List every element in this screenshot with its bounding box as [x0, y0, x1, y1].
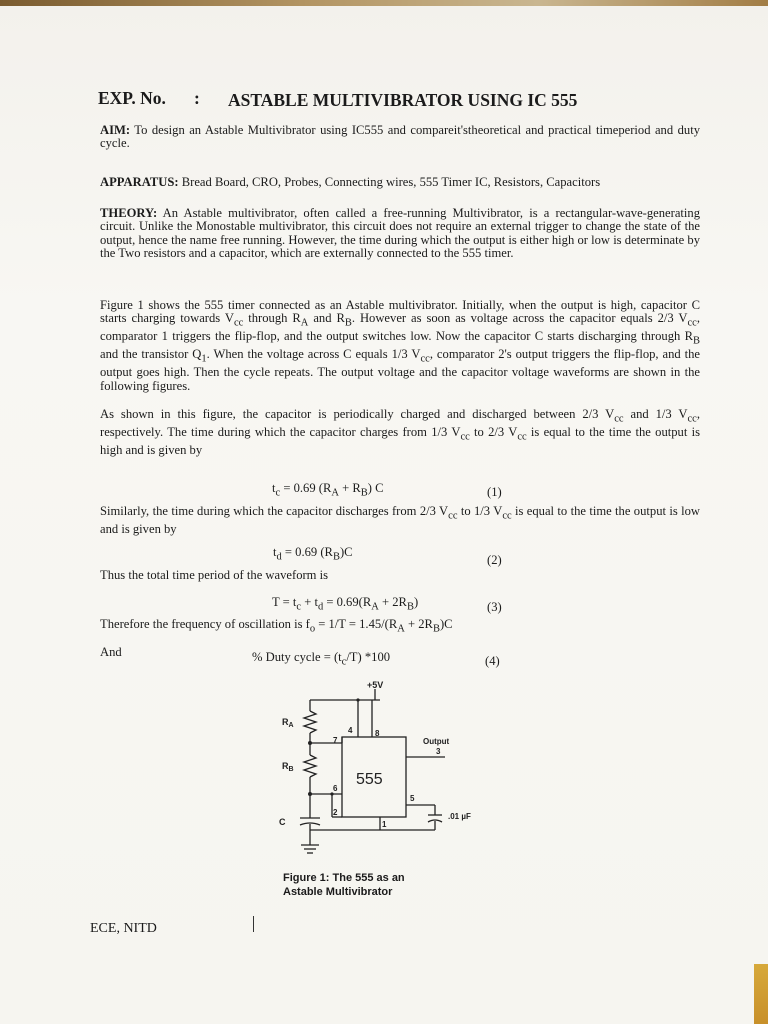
equation-1-number: (1) [487, 485, 502, 499]
circuit-diagram [270, 675, 500, 870]
pin2-number: 2 [333, 808, 338, 817]
rb-label: $R_B$ [282, 761, 294, 773]
junction-pin4 [356, 698, 359, 701]
para3-text-2: to 1/3 V [457, 504, 503, 518]
and-label: And [100, 645, 122, 659]
sub-1: 1 [201, 353, 207, 365]
paragraph-charging [100, 408, 700, 457]
apparatus-section [100, 176, 700, 189]
pen-mark [253, 916, 254, 932]
sub-cc: cc [687, 413, 697, 425]
sub-cc: cc [517, 431, 527, 443]
pin4-number: 4 [348, 726, 353, 735]
sub-cc: cc [502, 510, 512, 522]
sub-a: A [371, 601, 379, 613]
output-label: Output [423, 737, 450, 746]
eq2-lhs: t [273, 545, 277, 559]
paper-corner [754, 964, 768, 1024]
paragraph-figure-description [100, 299, 700, 393]
aim-label: AIM: [100, 123, 131, 137]
theory-label: THEORY: [100, 206, 158, 220]
sub-o: o [309, 623, 316, 635]
pin3-number: 3 [436, 747, 441, 756]
pin1-number: 1 [382, 820, 387, 829]
sub-a: A [300, 317, 309, 329]
para3-text-1: Similarly, the time during which the capacitor discharges from 2/3 V [100, 504, 449, 518]
sub-cc: cc [420, 353, 430, 365]
sub-cc: cc [614, 413, 624, 425]
para1-text-3: and R [308, 311, 345, 326]
freq-text-3: + 2R [404, 617, 433, 631]
exp-no-label: EXP. No. [98, 88, 166, 108]
para2-text-5: is equal to the time the output is high and is given by [100, 424, 700, 457]
equation-2-number: (2) [487, 553, 502, 567]
paragraph-discharging [100, 505, 700, 536]
resistor-ra [304, 711, 316, 733]
para1-text-8: , comparator 2's output triggers the flip-flop, and the output goes high. Then the cycle repeats. The output voltage and the capacitor voltage waveforms are shown in the following figures. [100, 347, 700, 393]
sub-c: c [341, 656, 347, 668]
sub-c: c [275, 487, 281, 499]
equation-3-number: (3) [487, 600, 502, 614]
cap-value-label: .01 µF [448, 812, 471, 821]
para1-text-1: Figure 1 shows the 555 timer connected as an Astable multivibrator. Initially, when the output is high, capacitor C starts charging towards V [100, 298, 700, 326]
para1-text-6: and the transistor Q [100, 347, 202, 362]
paragraph-total-period: Thus the total time period of the waveform is [100, 568, 329, 582]
sub-b: B [692, 335, 700, 347]
pin7-number: 7 [333, 736, 338, 745]
para1-text-7: . When the voltage across C equals 1/3 V [206, 347, 421, 362]
sub-d: d [276, 551, 282, 563]
c-label: C [279, 817, 286, 827]
header-colon: : [194, 88, 200, 108]
equation-3 [272, 595, 418, 613]
eq3-t3: = 0.69(R [323, 595, 372, 609]
para1-text-2: through R [243, 311, 301, 326]
eq4-s2: /T) *100 [346, 650, 391, 664]
freq-text-2: = 1/T = 1.45/(R [315, 617, 398, 631]
freq-text-1: Therefore the frequency of oscillation is f [100, 617, 310, 631]
eq2-mid: = 0.69 (R [281, 545, 333, 559]
caption-line-1: Figure 1: The 555 as an [283, 872, 405, 884]
apparatus-text: Bread Board, CRO, Probes, Connecting wires, 555 Timer IC, Resistors, Capacitors [178, 175, 601, 189]
eq3-t4: + 2R [378, 595, 407, 609]
pin5-number: 5 [410, 794, 415, 803]
equation-4 [252, 650, 390, 668]
sub-cc: cc [448, 510, 458, 522]
eq1-mid: = 0.69 (R [280, 481, 332, 495]
sub-b: B [332, 551, 340, 563]
theory-section [100, 207, 700, 261]
junction-pin6 [308, 792, 312, 796]
freq-text-4: )C [439, 617, 453, 631]
sub-a: A [331, 487, 339, 499]
paper-edge [0, 0, 768, 6]
sub-b: B [360, 487, 368, 499]
eq1-lhs: t [272, 481, 276, 495]
sub-cc: cc [460, 431, 470, 443]
vcc-label: +5V [367, 680, 384, 690]
eq3-t2: + t [301, 595, 318, 609]
para1-text-4: . However as soon as voltage across the capacitor equals 2/3 V [351, 311, 688, 326]
para2-text-1: As shown in this figure, the capacitor is periodically charged and discharged between 2/3 V [100, 407, 615, 421]
junction-pin7 [308, 741, 312, 745]
equation-4-number: (4) [485, 654, 500, 668]
sub-b: B [344, 317, 352, 329]
paragraph-frequency [100, 617, 453, 635]
eq3-t5: ) [413, 595, 419, 609]
eq3-t1: T = t [272, 595, 297, 609]
caption-line-2: Astable Multivibrator [283, 886, 393, 898]
sub-cc: cc [687, 317, 697, 329]
sub-b: B [432, 623, 440, 635]
pin8-number: 8 [375, 729, 380, 738]
footer-department: ECE, NITD [90, 921, 157, 936]
para2-text-3: , respectively. The time during which the capacitor charges from 1/3 V [100, 407, 700, 439]
sub-c: c [296, 601, 302, 613]
para2-text-4: to 2/3 V [469, 424, 518, 439]
eq2-end: )C [339, 545, 353, 559]
aim-section [100, 124, 700, 151]
page-title: ASTABLE MULTIVIBRATOR USING IC 555 [228, 90, 578, 110]
para3-text-3: is equal to the time the output is low and is given by [100, 504, 701, 536]
apparatus-label: APPARATUS: [100, 175, 179, 189]
equation-1 [272, 481, 384, 499]
sub-cc: cc [233, 317, 244, 329]
sub-b: B [406, 601, 414, 613]
resistor-rb [304, 755, 316, 777]
eq4-s1: % Duty cycle = (t [252, 650, 342, 664]
sub-a: A [397, 623, 405, 635]
theory-text: An Astable multivibrator, often called a free-running Multivibrator, is a rectangular-wave-generating circuit. Unlike the Monostable multivibrator, this circuit does not require an external trigger to change the state of the output, hence the name free running. However, the time during which the output is either high or low is determinate by the Two resistors and a capacitor, which are externally connected to the 555 timer. [100, 206, 700, 261]
eq1-plus: + R [338, 481, 361, 495]
para2-text-2: and 1/3 V [623, 407, 688, 421]
eq1-end: ) C [367, 481, 384, 495]
ra-label: $R_A$ [282, 717, 294, 729]
equation-2 [273, 545, 353, 563]
ic-555-label: 555 [356, 771, 383, 788]
sub-d: d [317, 601, 324, 613]
aim-text: To design an Astable Multivibrator using IC555 and compareit'stheoretical and practical timeperiod and duty cycle. [100, 123, 700, 151]
para1-text-5: , comparator 1 triggers the flip-flop, and the output switches low. Now the capacitor C starts discharging through R [100, 311, 700, 344]
pin6-number: 6 [333, 784, 338, 793]
figure-caption [283, 871, 405, 899]
